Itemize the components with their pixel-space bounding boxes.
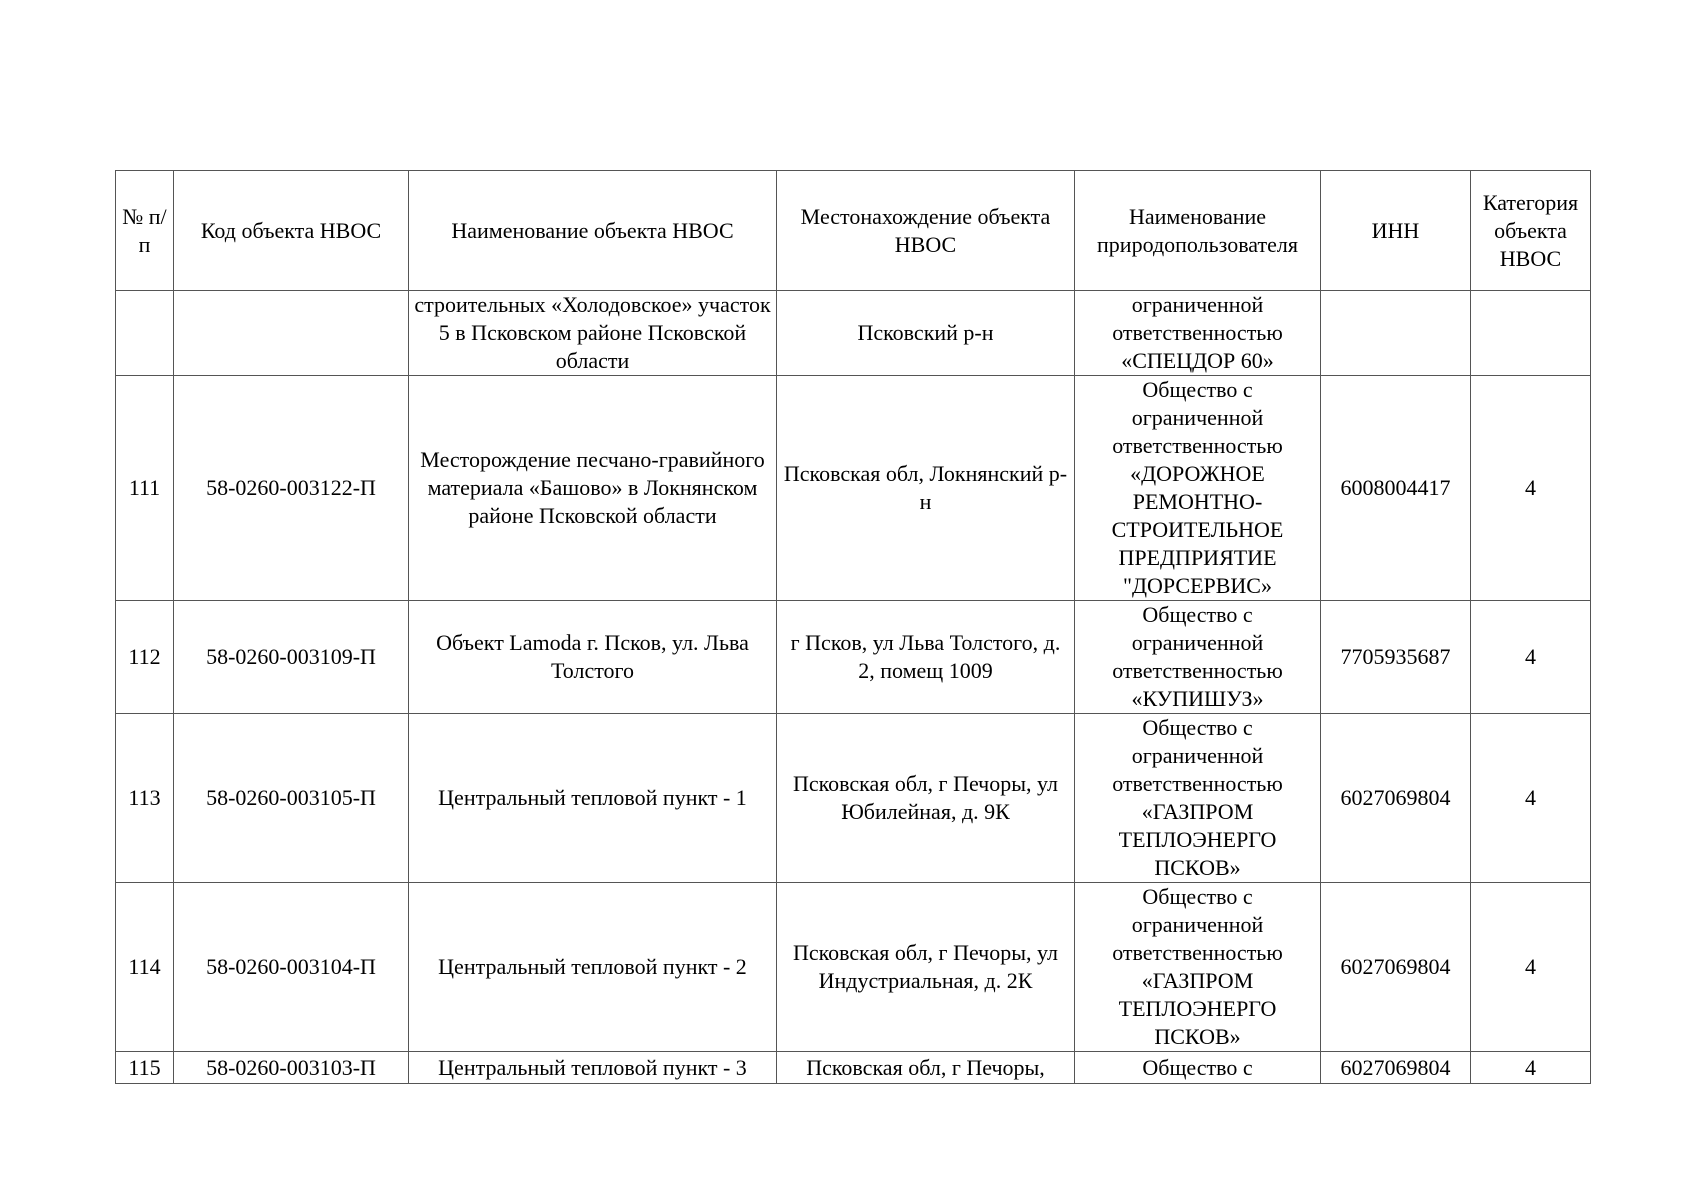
cell-code: 58-0260-003122-П: [174, 376, 409, 601]
table-row: [116, 714, 1591, 883]
table-row: [116, 601, 1591, 714]
cell-name: Объект Lamoda г. Псков, ул. Льва Толстого: [409, 601, 777, 714]
header-user: Наименование природопользователя: [1075, 171, 1321, 291]
cell-num: [116, 291, 174, 376]
cell-code: 58-0260-003103-П: [174, 1052, 409, 1084]
cell-code: [174, 291, 409, 376]
cell-inn: 6027069804: [1321, 883, 1471, 1052]
table-row: [116, 376, 1591, 601]
header-location: Местонахождение объекта НВОС: [777, 171, 1075, 291]
cell-location: Псковская обл, Локнянский р-н: [777, 376, 1075, 601]
cell-code: 58-0260-003104-П: [174, 883, 409, 1052]
nvos-registry-table: [115, 170, 1591, 1084]
cell-location: Псковский р-н: [777, 291, 1075, 376]
cell-user: Общество с: [1075, 1052, 1321, 1084]
cell-user: Общество с ограниченной ответственностью «ДОРОЖНОЕ РЕМОНТНО-СТРОИТЕЛЬНОЕ ПРЕДПРИЯТИЕ "ДОРСЕРВИС»: [1075, 376, 1321, 601]
cell-category: 4: [1471, 601, 1591, 714]
cell-name: Центральный тепловой пункт - 3: [409, 1052, 777, 1084]
cell-num: 111: [116, 376, 174, 601]
cell-code: 58-0260-003109-П: [174, 601, 409, 714]
cell-num: 115: [116, 1052, 174, 1084]
cell-name: Центральный тепловой пункт - 2: [409, 883, 777, 1052]
cell-user: Общество с ограниченной ответственностью «ГАЗПРОМ ТЕПЛОЭНЕРГО ПСКОВ»: [1075, 714, 1321, 883]
cell-category: 4: [1471, 1052, 1591, 1084]
cell-num: 112: [116, 601, 174, 714]
cell-category: 4: [1471, 714, 1591, 883]
cell-inn: 7705935687: [1321, 601, 1471, 714]
header-code: Код объекта НВОС: [174, 171, 409, 291]
cell-category: 4: [1471, 376, 1591, 601]
header-num: № п/п: [116, 171, 174, 291]
table-row: [116, 291, 1591, 376]
cell-user: Общество с ограниченной ответственностью «КУПИШУЗ»: [1075, 601, 1321, 714]
cell-inn: 6008004417: [1321, 376, 1471, 601]
cell-name: Центральный тепловой пункт - 1: [409, 714, 777, 883]
cell-code: 58-0260-003105-П: [174, 714, 409, 883]
cell-num: 114: [116, 883, 174, 1052]
cell-inn: [1321, 291, 1471, 376]
cell-user: ограниченной ответственностью «СПЕЦДОР 60»: [1075, 291, 1321, 376]
cell-location: Псковская обл, г Печоры, ул Юбилейная, д. 9К: [777, 714, 1075, 883]
cell-name: строительных «Холодовское» участок 5 в Псковском районе Псковской области: [409, 291, 777, 376]
cell-user: Общество с ограниченной ответственностью «ГАЗПРОМ ТЕПЛОЭНЕРГО ПСКОВ»: [1075, 883, 1321, 1052]
table-row: [116, 883, 1591, 1052]
cell-category: [1471, 291, 1591, 376]
table-body: [116, 291, 1591, 1084]
cell-num: 113: [116, 714, 174, 883]
header-category: Категория объекта НВОС: [1471, 171, 1591, 291]
table-header: [116, 171, 1591, 291]
cell-location: г Псков, ул Льва Толстого, д. 2, помещ 1009: [777, 601, 1075, 714]
header-inn: ИНН: [1321, 171, 1471, 291]
cell-inn: 6027069804: [1321, 1052, 1471, 1084]
header-name: Наименование объекта НВОС: [409, 171, 777, 291]
header-row: [116, 171, 1591, 291]
table-row: [116, 1052, 1591, 1084]
cell-inn: 6027069804: [1321, 714, 1471, 883]
cell-location: Псковская обл, г Печоры,: [777, 1052, 1075, 1084]
cell-name: Месторождение песчано-гравийного материала «Башово» в Локнянском районе Псковской области: [409, 376, 777, 601]
cell-location: Псковская обл, г Печоры, ул Индустриальная, д. 2К: [777, 883, 1075, 1052]
cell-category: 4: [1471, 883, 1591, 1052]
